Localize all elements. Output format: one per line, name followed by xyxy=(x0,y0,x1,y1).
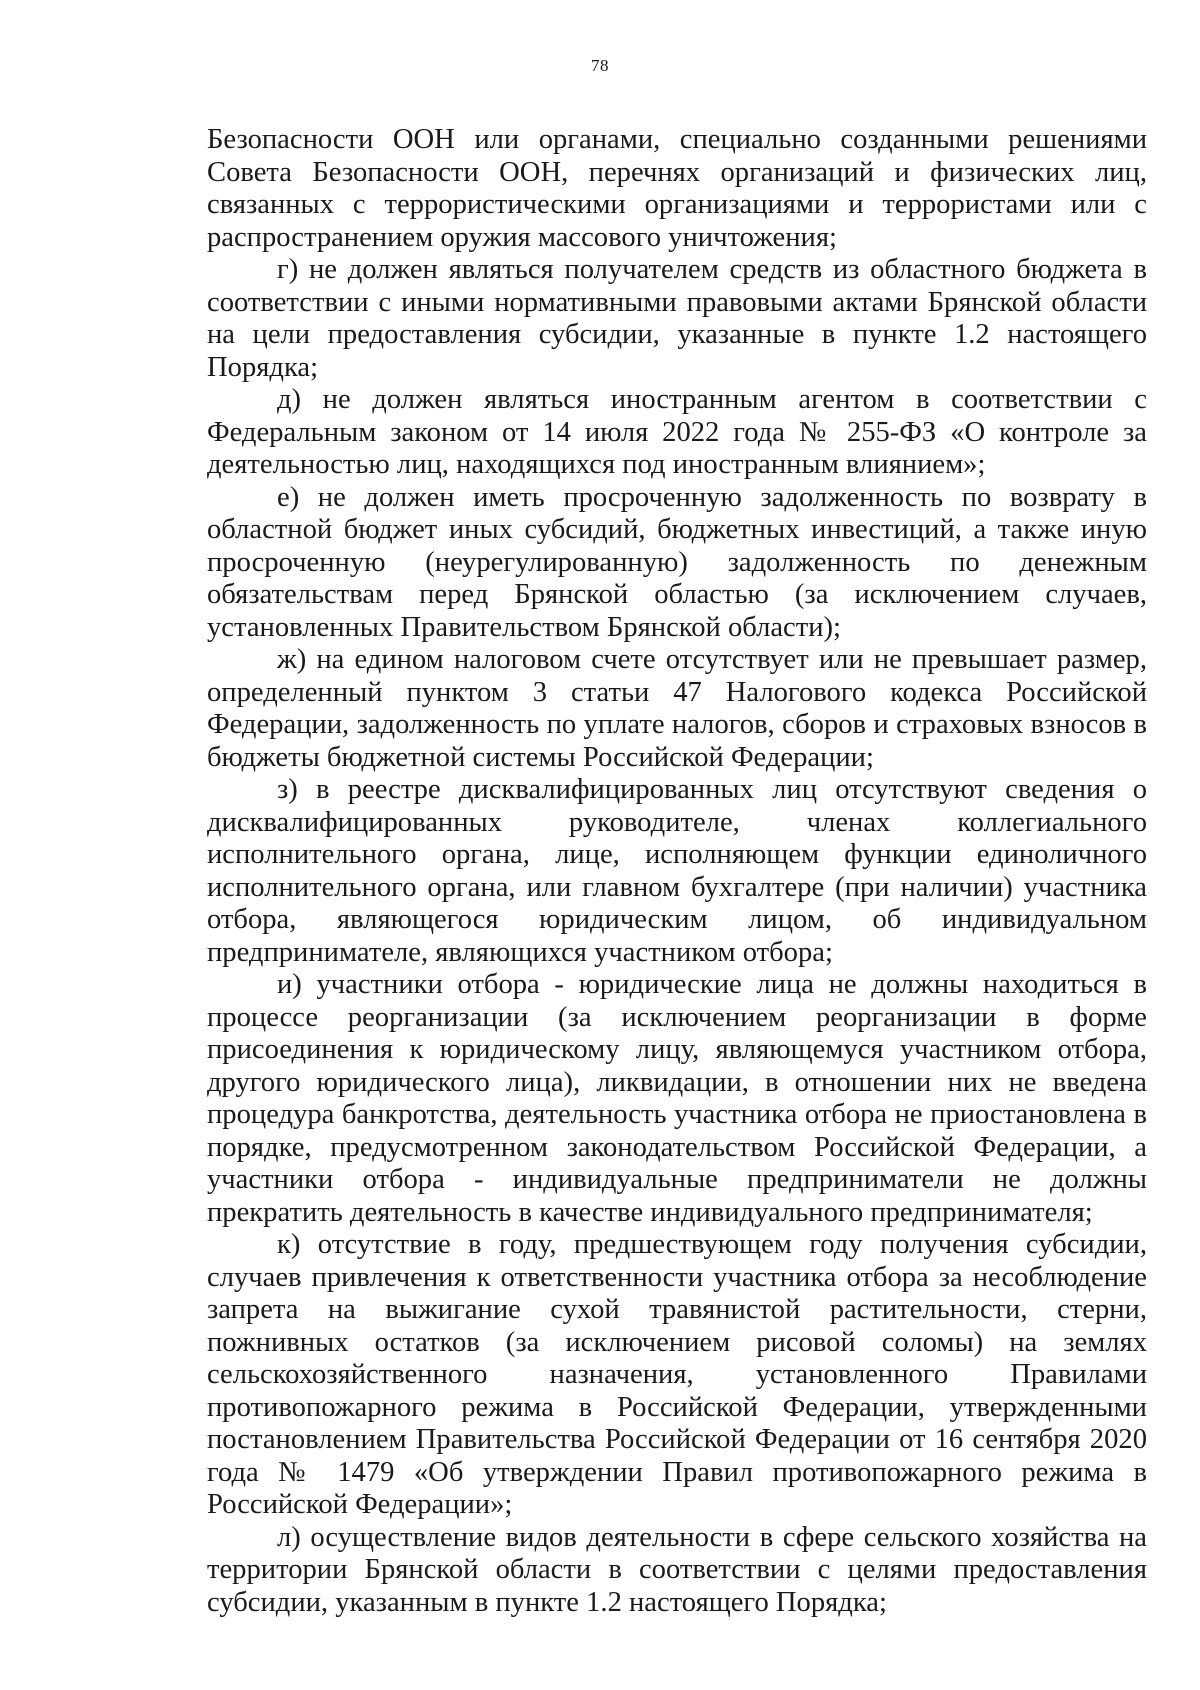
paragraph-continuation: Безопасности ООН или органами, специально созданными решениями Совета Безопасности ООН, перечнях организаций и физических лиц, связанных с террористическими организациями и террористами или с распространением оружия массового уничтожения; xyxy=(207,124,1147,253)
paragraph-item-l: л) осуществление видов деятельности в сфере сельского хозяйства на территории Брянской области в соответствии с целями предоставления субсидии, указанным в пункте 1.2 настоящего Порядка; xyxy=(207,1521,1147,1618)
page-number: 78 xyxy=(591,56,609,75)
paragraph-item-k: к) отсутствие в году, предшествующем году получения субсидии, случаев привлечения к ответственности участника отбора за несоблюдение запрета на выжигание сухой травянистой растительности, стерни, пожнивных остатков (за исключением рисовой соломы) на землях сельскохозяйственного назначения, установленного Правилами противопожарного режима в Российской Федерации, утвержденными постановлением Правительства Российской Федерации от 16 сентября 2020 года № 1479 «Об утверждении Правил противопожарного режима в Российской Федерации»; xyxy=(207,1229,1147,1520)
paragraph-item-e: е) не должен иметь просроченную задолженность по возврату в областной бюджет иных субсидий, бюджетных инвестиций, а также иную просроченную (неурегулированную) задолженность по денежным обязательствам перед Брянской областью (за исключением случаев, установленных Правительством Брянской области); xyxy=(207,481,1147,643)
paragraph-item-g: г) не должен являться получателем средств из областного бюджета в соответствии с иными нормативными правовыми актами Брянской области на цели предоставления субсидии, указанные в пункте 1.2 настоящего Порядка; xyxy=(207,254,1147,383)
document-body xyxy=(207,124,1147,1619)
paragraph-item-i: и) участники отбора - юридические лица не должны находиться в процессе реорганизации (за исключением реорганизации в форме присоединения к юридическому лицу, являющемуся участником отбора, другого юридического лица), ликвидации, в отношении них не введена процедура банкротства, деятельность участника отбора не приостановлена в порядке, предусмотренном законодательством Российской Федерации, а участники отбора - индивидуальные предприниматели не должны прекратить деятельность в качестве индивидуального предпринимателя; xyxy=(207,969,1147,1228)
paragraph-item-zh: ж) на едином налоговом счете отсутствует или не превышает размер, определенный пунктом 3 статьи 47 Налогового кодекса Российской Федерации, задолженность по уплате налогов, сборов и страховых взносов в бюджеты бюджетной системы Российской Федерации; xyxy=(207,644,1147,773)
paragraph-item-d: д) не должен являться иностранным агентом в соответствии с Федеральным законом от 14 июля 2022 года № 255-ФЗ «О контроле за деятельностью лиц, находящихся под иностранным влиянием»; xyxy=(207,384,1147,480)
paragraph-item-z: з) в реестре дисквалифицированных лиц отсутствуют сведения о дисквалифицированных руководителе, членах коллегиального исполнительного органа, лице, исполняющем функции единоличного исполнительного органа, или главном бухгалтере (при наличии) участника отбора, являющегося юридическим лицом, об индивидуальном предпринимателе, являющихся участником отбора; xyxy=(207,774,1147,968)
